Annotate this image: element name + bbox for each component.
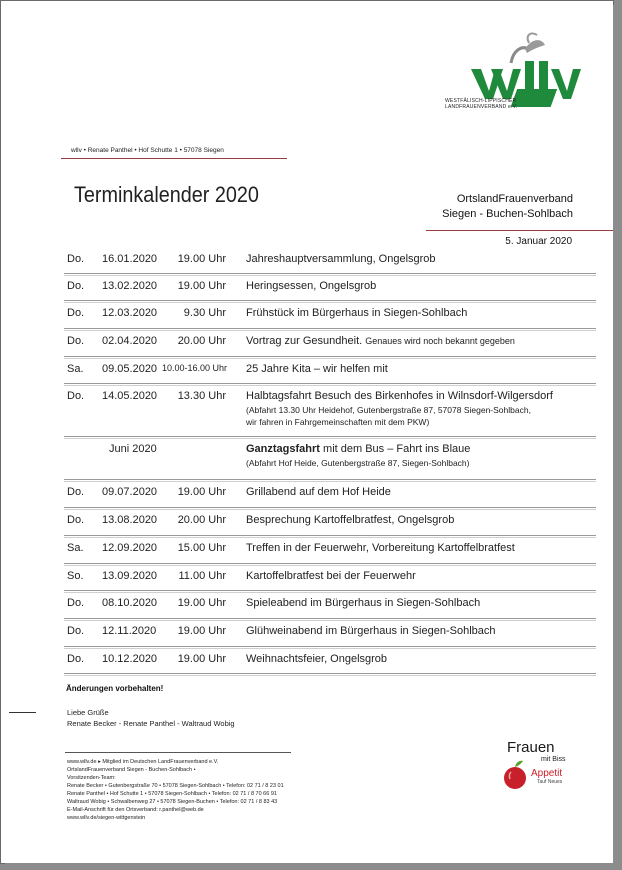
- row-date: 13.02.2020: [102, 280, 158, 292]
- row-event: [246, 335, 515, 347]
- row-event-detail: wir fahren in Fahrgemeinschaften mit dem PKW): [246, 417, 430, 427]
- row-time: 19.00 Uhr: [177, 597, 226, 609]
- row-event-note: Genaues wird noch bekannt gegeben: [365, 336, 515, 346]
- row-event-bold: Ganztagsfahrt: [246, 443, 320, 455]
- row-time: 19.00 Uhr: [177, 653, 226, 665]
- sender-divider: [61, 158, 287, 159]
- row-day: Do.: [67, 486, 85, 498]
- document-date: 5. Januar 2020: [505, 236, 572, 247]
- row-event: [246, 486, 391, 498]
- row-event: [246, 653, 387, 665]
- row-day: Do.: [67, 307, 85, 319]
- row-day: So.: [67, 570, 84, 582]
- badge-line1: Frauen: [507, 739, 555, 756]
- row-event-text: Besprechung Kartoffelbratfest, Ongelsgrob: [246, 514, 455, 526]
- table-row: [64, 619, 596, 647]
- badge-line4: Tauf Neues: [537, 779, 563, 785]
- table-row: [64, 437, 596, 480]
- row-day: Do.: [67, 514, 85, 526]
- event-table: [64, 247, 596, 674]
- row-event: [246, 542, 515, 554]
- footer-line: Vorsitzenden-Team:: [67, 775, 116, 781]
- row-event: [246, 443, 470, 455]
- footer-line: OrtslandFrauenverband Siegen - Buchen-Sohlbach •: [67, 767, 196, 773]
- row-event-text: Jahreshauptversammlung, Ongelsgrob: [246, 253, 436, 265]
- row-event-text: Kartoffelbratfest bei der Feuerwehr: [246, 570, 416, 582]
- row-time: 11.00 Uhr: [178, 570, 226, 582]
- table-row: [64, 647, 596, 674]
- row-event: [246, 307, 467, 319]
- row-date: 09.07.2020: [102, 486, 158, 498]
- table-row: [64, 329, 596, 357]
- row-time: 10.00-16.00 Uhr: [162, 363, 228, 373]
- row-day: Do.: [67, 280, 85, 292]
- row-event: [246, 570, 416, 582]
- row-event-text: mit dem Bus – Fahrt ins Blaue: [319, 443, 471, 455]
- row-day: Sa.: [67, 542, 84, 554]
- row-date: 12.11.2020: [102, 625, 157, 637]
- row-event: [246, 280, 376, 292]
- footer-line: Renate Becker • Gutenbergstraße 70 • 57078 Siegen-Sohlbach • Telefon: 02 71 / 8 23 01: [67, 783, 284, 789]
- table-row: [64, 247, 596, 274]
- row-day: Do.: [67, 335, 85, 347]
- row-event: [246, 253, 436, 265]
- row-event-detail: (Abfahrt Hof Heide, Gutenbergstraße 87, Siegen-Sohlbach): [246, 458, 470, 468]
- row-time: 19.00 Uhr: [177, 253, 226, 265]
- row-day: Do.: [67, 653, 85, 665]
- org-divider: [426, 230, 613, 231]
- changes-notice: Änderungen vorbehalten!: [66, 684, 164, 693]
- row-date: 14.05.2020: [102, 390, 158, 402]
- logo-caption: WESTFÄLISCH-LIPPISCHER LANDFRAUENVERBAND e.V.: [445, 98, 518, 110]
- footer-line: www.wllv.de/siegen-wittgenstein: [67, 815, 146, 821]
- row-time: 13.30 Uhr: [177, 390, 226, 402]
- table-row: [64, 274, 596, 301]
- row-date: 10.12.2020: [102, 653, 158, 665]
- row-event: [246, 514, 454, 526]
- row-date: 08.10.2020: [102, 597, 158, 609]
- row-time: 19.00 Uhr: [177, 625, 226, 637]
- table-row: [64, 480, 596, 508]
- fold-mark: [9, 712, 36, 713]
- table-row: [64, 564, 596, 591]
- row-time: 20.00 Uhr: [177, 335, 226, 347]
- row-event-text: Vortrag zur Gesundheit.: [246, 335, 363, 347]
- row-date: 09.05.2020: [102, 363, 158, 375]
- row-date: 12.03.2020: [102, 307, 158, 319]
- organization-name: OrtslandFrauenverband Siegen - Buchen-Sohlbach: [442, 193, 573, 220]
- sender-line: wllv • Renate Panthel • Hof Schutte 1 • 57078 Siegen: [71, 147, 224, 154]
- row-time: 9.30 Uhr: [183, 307, 226, 319]
- row-date: 12.09.2020: [102, 542, 158, 554]
- table-row: [64, 357, 596, 384]
- frauen-mit-biss-badge: [501, 736, 573, 796]
- row-day: Do.: [67, 390, 85, 402]
- row-time: 20.00 Uhr: [177, 514, 226, 526]
- row-time: 19.00 Uhr: [177, 280, 226, 292]
- table-row: [64, 591, 596, 619]
- row-event-text: Grillabend auf dem Hof Heide: [246, 486, 391, 498]
- row-day: Do.: [67, 625, 85, 637]
- row-date: Juni 2020: [109, 443, 157, 455]
- apple-icon: [504, 767, 526, 789]
- table-row: [64, 384, 596, 437]
- row-event-text: 25 Jahre Kita – wir helfen mit: [246, 363, 388, 375]
- row-time: 19.00 Uhr: [177, 486, 226, 498]
- row-event-text: Spieleabend im Bürgerhaus in Siegen-Sohlbach: [246, 597, 481, 609]
- footer-address: [67, 758, 284, 822]
- badge-line2: mit Biss: [541, 756, 566, 763]
- footer-line: Renate Panthel • Hof Schutte 1 • 57078 Siegen-Sohlbach • Telefon: 02 71 / 8 70 66 91: [67, 791, 277, 797]
- footer-line: Waltraud Wobig • Schwalbenweg 27 • 57078 Siegen-Buchen • Telefon: 02 71 / 8 83 43: [67, 799, 278, 805]
- row-day: Do.: [67, 253, 85, 265]
- table-row: [64, 536, 596, 564]
- row-event-text: Frühstück im Bürgerhaus in Siegen-Sohlbach: [246, 307, 468, 319]
- row-date: 02.04.2020: [102, 335, 158, 347]
- row-day: Sa.: [67, 363, 84, 375]
- row-event: [246, 597, 480, 609]
- footer-line: E-Mail-Anschrift für den Ortsverband: r.panthel@web.de: [67, 807, 204, 813]
- row-day: Do.: [67, 597, 85, 609]
- row-event: [246, 390, 553, 402]
- row-date: 16.01.2020: [102, 253, 158, 265]
- row-date: 13.09.2020: [102, 570, 158, 582]
- row-event-text: Weihnachtsfeier, Ongelsgrob: [246, 653, 388, 665]
- row-event-text: Treffen in der Feuerwehr, Vorbereitung Kartoffelbratfest: [246, 542, 515, 554]
- table-row: [64, 301, 596, 329]
- page-title: Terminkalender 2020: [74, 182, 259, 207]
- footer-divider: [65, 752, 291, 753]
- row-event: [246, 363, 388, 375]
- row-date: 13.08.2020: [102, 514, 158, 526]
- badge-line3: Appetit: [531, 768, 563, 779]
- page-shadow-bottom: [5, 863, 622, 870]
- row-event-text: Glühweinabend im Bürgerhaus in Siegen-Sohlbach: [246, 625, 496, 637]
- table-row: [64, 508, 596, 536]
- greeting: Liebe Grüße Renate Becker - Renate Panthel - Waltraud Wobig: [67, 708, 235, 728]
- row-event-detail: (Abfahrt 13.30 Uhr Heidehof, Gutenbergstraße 87, 57078 Siegen-Sohlbach,: [246, 405, 531, 415]
- row-event-text: Heringsessen, Ongelsgrob: [246, 280, 377, 292]
- page-shadow-right: [613, 5, 622, 870]
- row-event: [246, 625, 496, 637]
- row-time: 15.00 Uhr: [177, 542, 226, 554]
- row-event-text: Halbtagsfahrt Besuch des Birkenhofes in Wilnsdorf-Wilgersdorf: [246, 390, 553, 402]
- footer-line: www.wllv.de ▸ Mitglied im Deutschen LandFrauenverband e.V.: [67, 759, 219, 765]
